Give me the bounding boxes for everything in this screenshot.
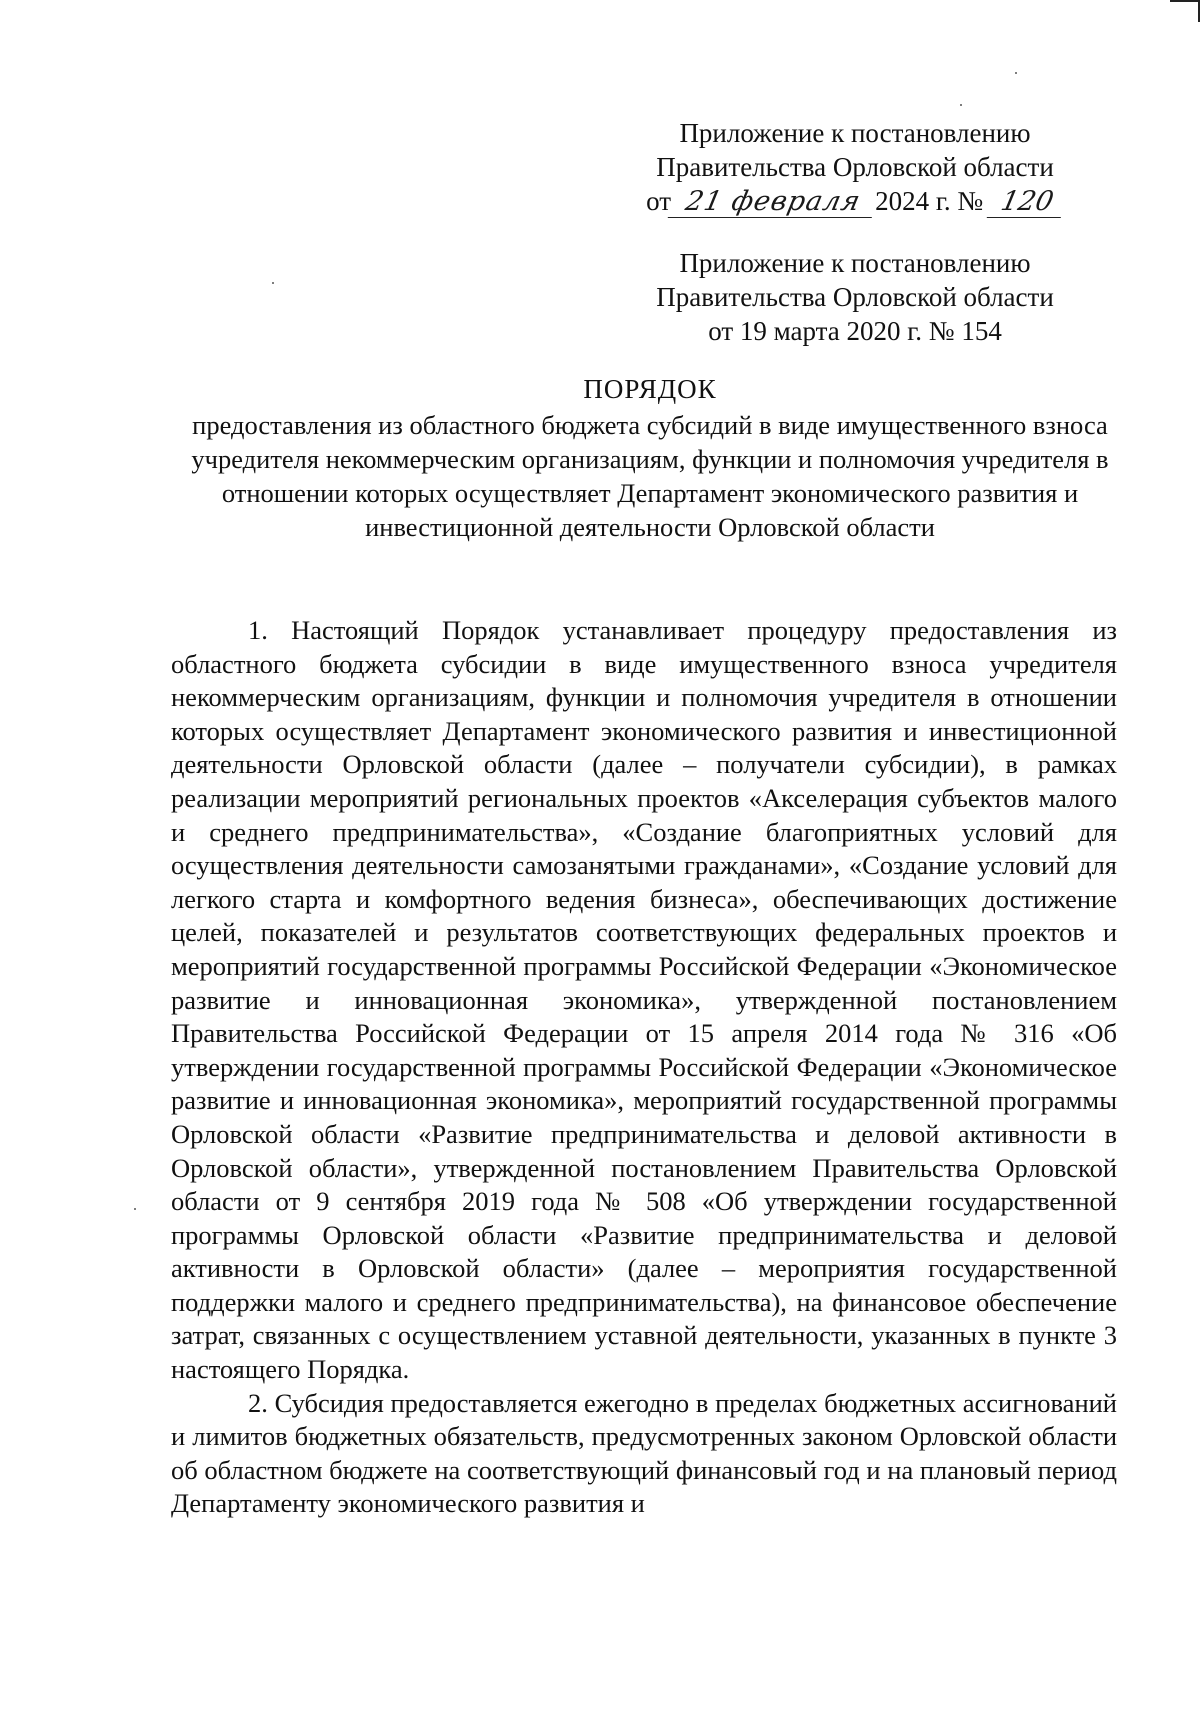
header-original-line1: Приложение к постановлению <box>679 248 1031 278</box>
scan-corner-mark <box>1170 0 1200 22</box>
header-new-prefix: от <box>646 186 672 216</box>
handwritten-date: 21 февраля <box>668 187 879 218</box>
scan-speck <box>134 1208 136 1210</box>
document-subtitle: предоставления из областного бюджета субсидий в виде имущественного взноса учредителя некоммерческим организациям, функции и полномочия учредителя в отношении которых осуществляет Департамент экономического развития и инвестиционной деятельности Орловской области <box>191 410 1109 542</box>
document-title: ПОРЯДОК <box>583 374 717 404</box>
approval-header-original <box>630 246 1080 348</box>
approval-header-new <box>630 116 1080 218</box>
header-new-year: 2024 г. № <box>875 186 984 216</box>
paragraph-1: 1. Настоящий Порядок устанавливает процедуру предоставления из областного бюджета субсидии в виде имущественного взноса учредителя некоммерческим организациям, функции и полномочия учредителя в отношении которых осуществляет Департамент экономического развития и инвестиционной деятельности Орловской области (далее – получатели субсидии), в рамках реализации мероприятий региональных проектов «Акселерация субъектов малого и среднего предпринимательства», «Создание благоприятных условий для осуществления деятельности самозанятыми гражданами», «Создание условий для легкого старта и комфортного ведения бизнеса», обеспечивающих достижение целей, показателей и результатов соответствующих федеральных проектов и мероприятий государственной программы Российской Федерации «Экономическое развитие и инновационная экономика», утвержденной постановлением Правительства Российской Федерации от 15 апреля 2014 года № 316 «Об утверждении государственной программы Российской Федерации «Экономическое развитие и инновационная экономика», мероприятий государственной программы Орловской области «Развитие предпринимательства и деловой активности в Орловской области», утвержденной постановлением Правительства Орловской области от 9 сентября 2019 года № 508 «Об утверждении государственной программы Орловской области «Развитие предпринимательства и деловой активности в Орловской области» (далее – мероприятия государственной поддержки малого и среднего предпринимательства), на финансовое обеспечение затрат, связанных с осуществлением уставной деятельности, указанных в пункте 3 настоящего Порядка. <box>171 615 1117 1385</box>
header-new-line1: Приложение к постановлению <box>679 118 1031 148</box>
header-new-line2: Правительства Орловской области <box>656 152 1054 182</box>
header-new-date-row <box>630 184 1080 218</box>
document-body <box>171 614 1117 1521</box>
scan-speck <box>1015 72 1017 74</box>
paragraph-2: 2. Субсидия предоставляется ежегодно в пределах бюджетных ассигнований и лимитов бюджетных обязательств, предусмотренных законом Орловской области об областном бюджете на соответствующий финансовый год и на плановый период Департаменту экономического развития и <box>171 1387 1117 1519</box>
scan-speck <box>960 104 962 106</box>
scan-speck <box>272 282 274 284</box>
handwritten-number: 120 <box>987 187 1068 218</box>
header-original-line2: Правительства Орловской области <box>656 282 1054 312</box>
header-original-line3: от 19 марта 2020 г. № 154 <box>708 316 1002 346</box>
